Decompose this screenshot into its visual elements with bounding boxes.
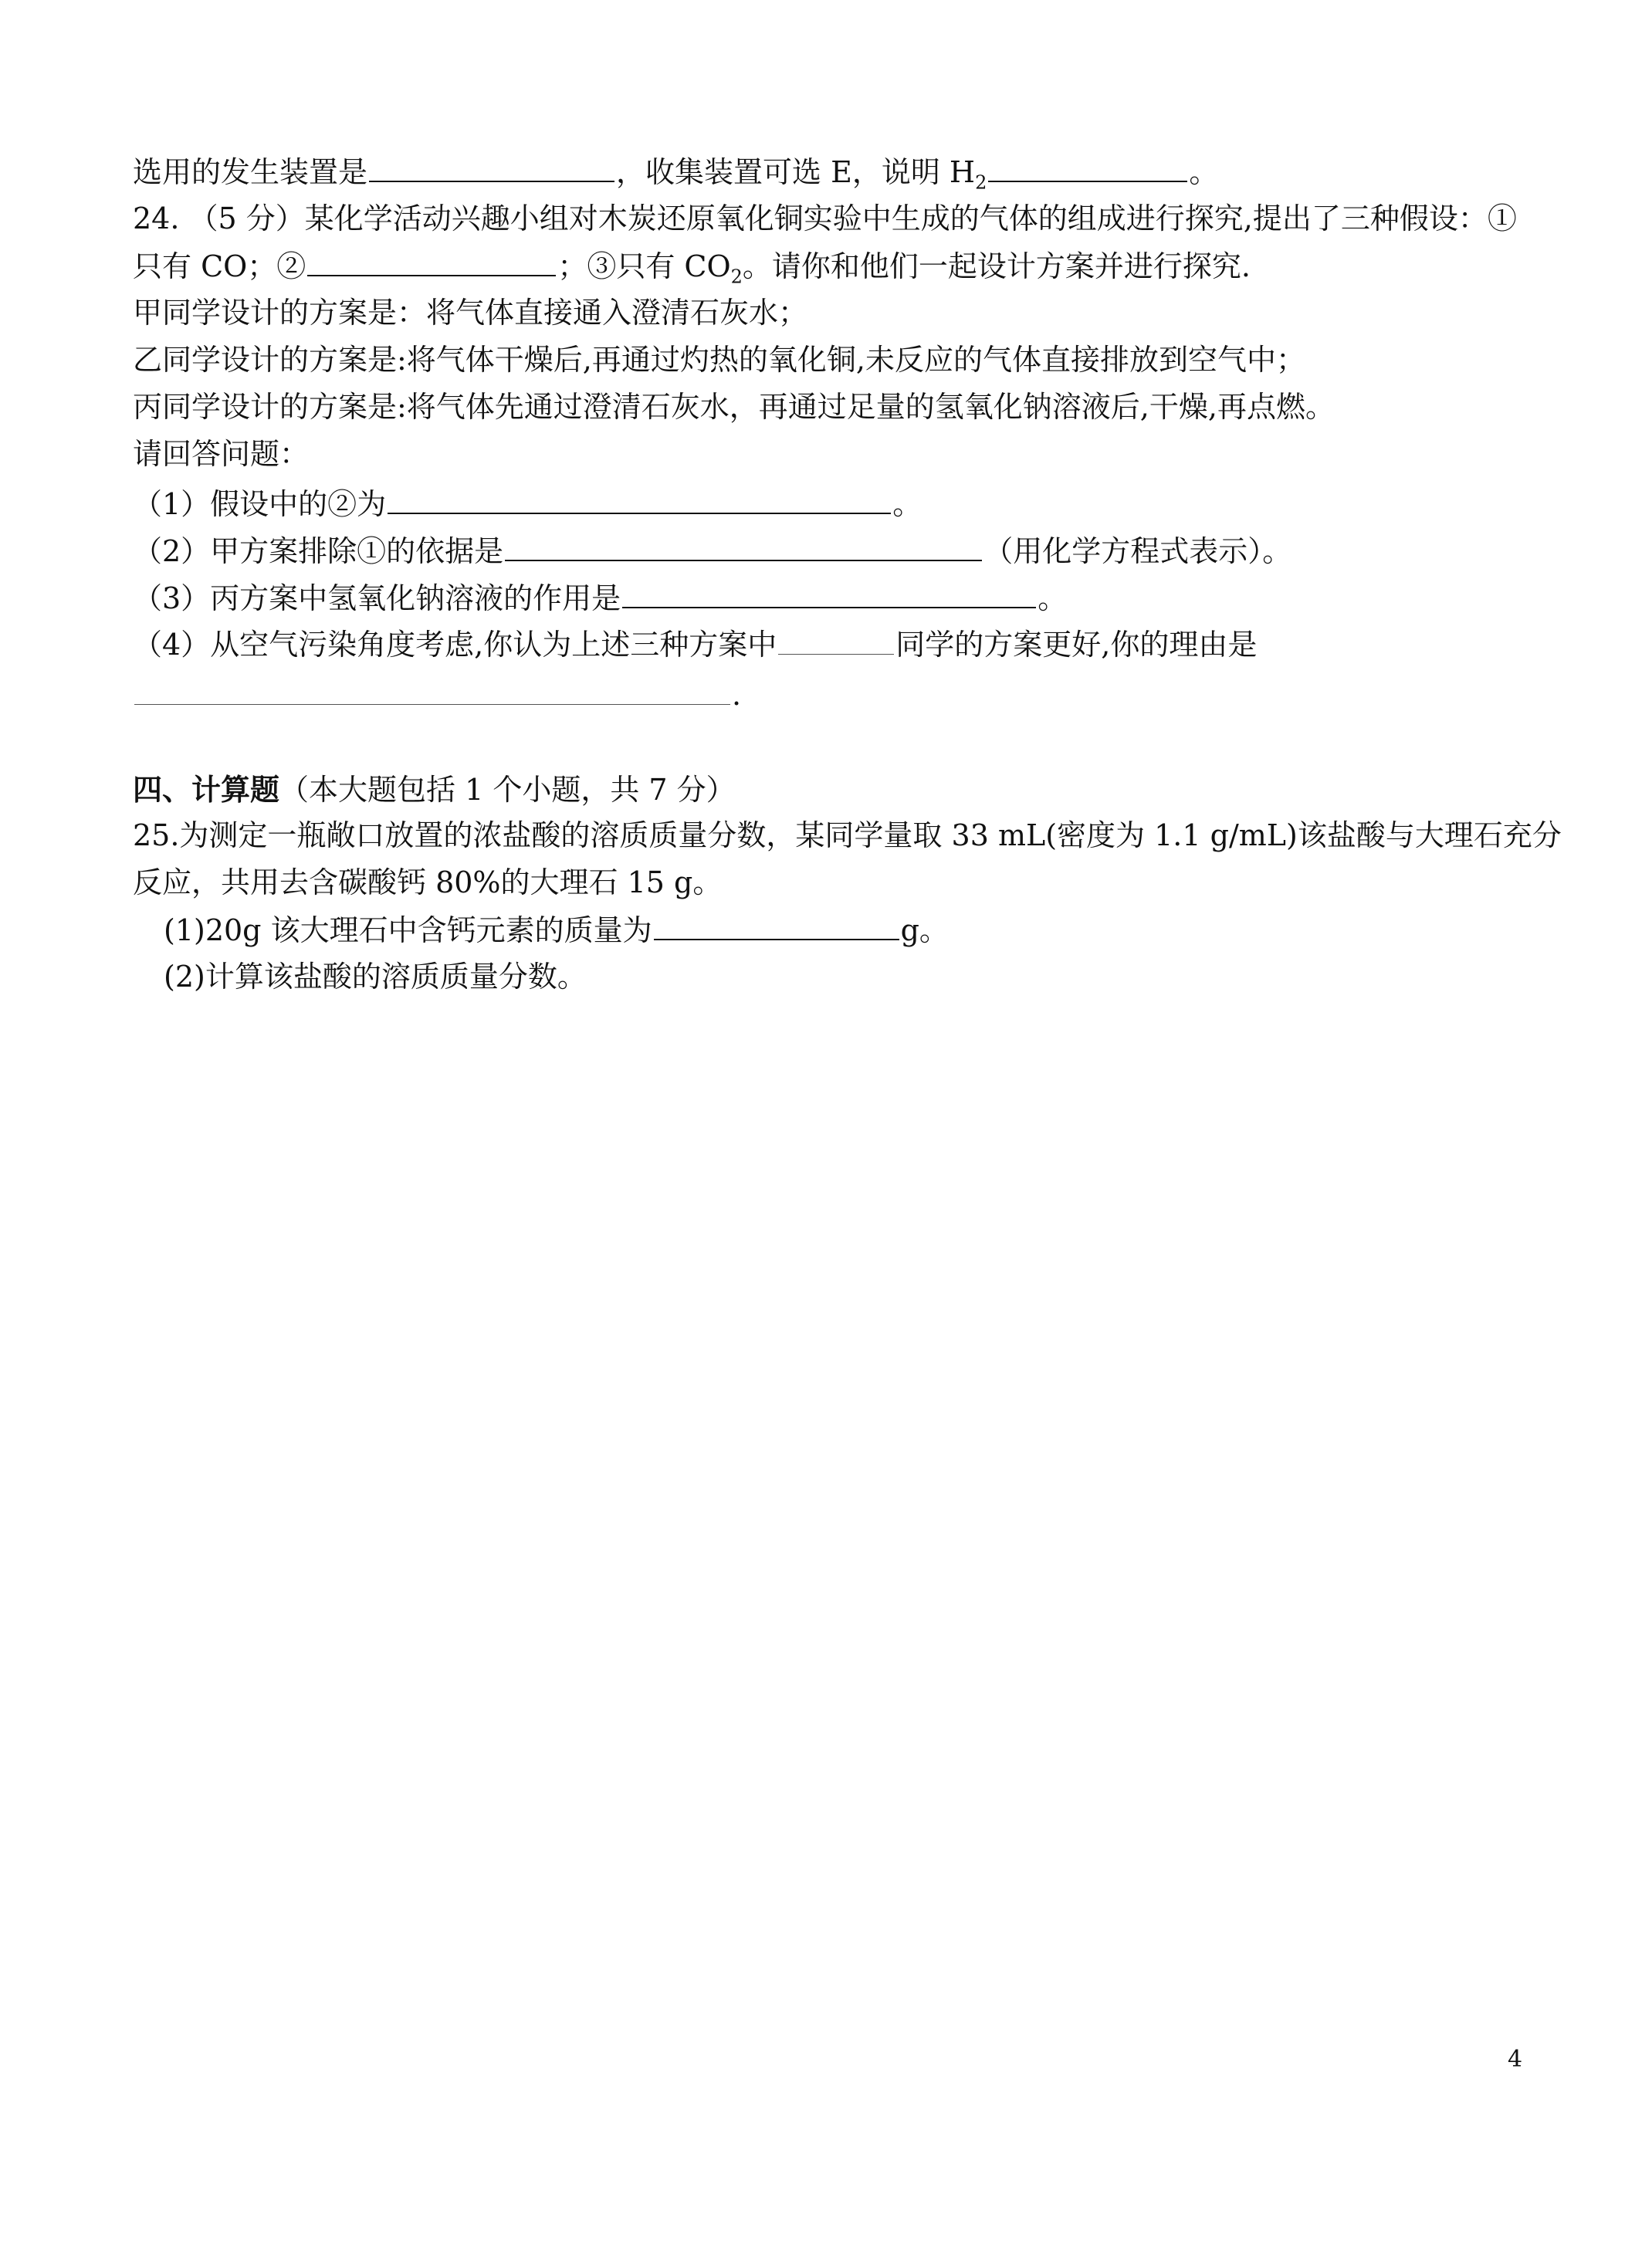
- q24-q3-text: （3）丙方案中氢氧化钠溶液的作用是: [133, 581, 621, 615]
- q24-plan-yi: 乙同学设计的方案是:将气体干燥后,再通过灼热的氧化铜,未反应的气体直接排放到空气中；: [133, 343, 1305, 377]
- q24-intro-b1: 只有 CO；②: [133, 249, 306, 283]
- q25-part-2: (2)计算该盐酸的溶质质量分数。: [164, 960, 587, 994]
- q25-line1: 25.为测定一瓶敞口放置的浓盐酸的溶质质量分数，某同学量取 33 mL(密度为 1.1 g/mL)该盐酸与大理石充分: [133, 818, 1562, 852]
- q24-q2-text: （2）甲方案排除①的依据是: [133, 534, 504, 568]
- q23-tail-line: [133, 151, 1218, 203]
- q24-q2-end: （用化学方程式表示）。: [983, 534, 1292, 568]
- q24-q2-blank[interactable]: [505, 530, 982, 561]
- q23-text-end: 。: [1189, 155, 1219, 189]
- q25-p1-end: g。: [900, 913, 949, 947]
- q23-text-1: 选用的发生装置是: [133, 155, 368, 189]
- q24-q3-blank[interactable]: [622, 577, 1036, 608]
- q24-question-2: [133, 530, 1291, 571]
- q24-question-1: [133, 483, 922, 524]
- q24-plan-jia: 甲同学设计的方案是：将气体直接通入澄清石灰水；: [133, 296, 808, 330]
- q24-intro-line1: 24. （5 分）某化学活动兴趣小组对木炭还原氧化铜实验中生成的气体的组成进行探究,提出了三种假设：①: [133, 201, 1517, 235]
- q25-line2: 反应，共用去含碳酸钙 80%的大理石 15 g。: [133, 865, 723, 899]
- q24-q4-end: .: [732, 678, 742, 712]
- q24-q4-blank-reason[interactable]: [134, 675, 730, 705]
- section-4-heading: [133, 770, 736, 810]
- section-4-title: 四、计算题: [133, 772, 280, 807]
- q24-question-4: [133, 625, 1257, 665]
- q25-p1-text: (1)20g 该大理石中含钙元素的质量为: [164, 913, 652, 947]
- q24-prompt: 请回答问题：: [133, 437, 310, 471]
- q24-plan-bing: 丙同学设计的方案是:将气体先通过澄清石灰水，再通过足量的氢氧化钠溶液后,干燥,再点燃。: [133, 390, 1335, 424]
- q24-q4-blank-student[interactable]: [778, 625, 894, 655]
- q24-q4-text: （4）从空气污染角度考虑,你认为上述三种方案中: [133, 628, 777, 662]
- q24-blank-hypothesis[interactable]: [307, 245, 556, 276]
- q24-q4-text-2: 同学的方案更好,你的理由是: [895, 628, 1258, 662]
- q24-q4-reason-line: [133, 675, 741, 715]
- q25-part-1: [164, 909, 949, 950]
- q24-q1-text: （1）假设中的②为: [133, 487, 387, 521]
- q23-blank-device[interactable]: [369, 151, 614, 182]
- q23-subscript: 2: [975, 171, 987, 194]
- page-number: 4: [1508, 2046, 1523, 2073]
- q24-q1-blank[interactable]: [388, 483, 891, 514]
- q24-subscript: 2: [730, 266, 743, 288]
- q24-intro-line2: [133, 245, 1251, 297]
- q25-p1-blank[interactable]: [654, 909, 899, 940]
- q23-blank-property[interactable]: [988, 151, 1187, 182]
- q24-intro-b3: 。请你和他们一起设计方案并进行探究.: [742, 249, 1251, 283]
- section-4-subtitle: （本大题包括 1 个小题，共 7 分）: [279, 773, 736, 807]
- q23-text-2: ，收集装置可选 E，说明 H: [616, 155, 976, 189]
- q24-intro-b2: ；③只有 CO: [557, 249, 731, 283]
- q24-q3-end: 。: [1038, 581, 1068, 615]
- q24-q1-end: 。: [892, 487, 922, 521]
- q24-question-3: [133, 577, 1067, 618]
